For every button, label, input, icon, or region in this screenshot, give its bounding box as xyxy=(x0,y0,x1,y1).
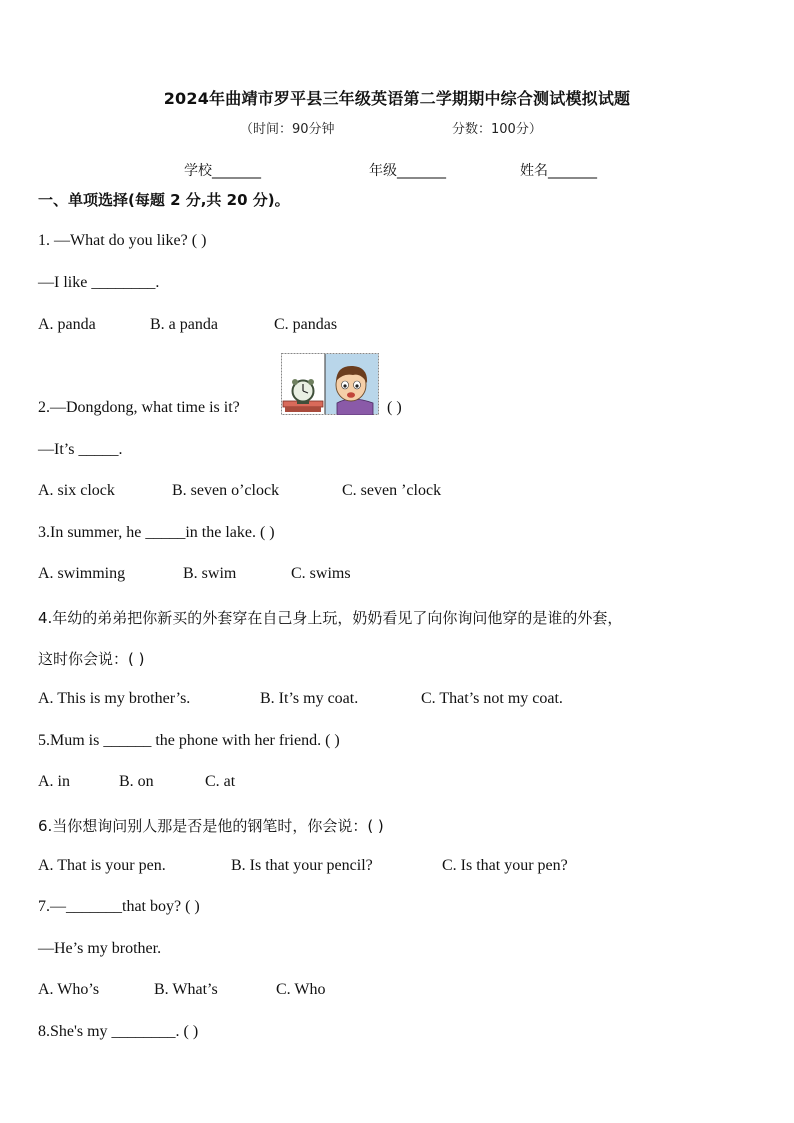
exam-score: 分数：100分） xyxy=(452,122,542,137)
exam-time: （时间：90分钟 xyxy=(240,122,335,137)
question-2-option-a: A. six clock xyxy=(38,482,115,499)
question-3-option-c: C. swims xyxy=(291,565,351,582)
grade-field: 年级_______ xyxy=(369,163,446,179)
question-1-answer-line: —I like ________. xyxy=(38,274,160,291)
question-3-option-b: B. swim xyxy=(183,565,237,582)
question-8-stem: 8.She's my ________. ( ) xyxy=(38,1023,199,1040)
question-3-stem: 3.In summer, he _____in the lake. ( ) xyxy=(38,524,275,541)
question-6-option-a: A. That is your pen. xyxy=(38,857,166,874)
question-7-stem: 7.—_______that boy? ( ) xyxy=(38,898,200,915)
question-1-stem: 1. —What do you like? ( ) xyxy=(38,232,207,249)
question-7-answer-line: —He’s my brother. xyxy=(38,940,162,957)
question-2-option-c: C. seven ’clock xyxy=(342,482,442,499)
question-5-stem: 5.Mum is ______ the phone with her friend. ( ) xyxy=(38,732,340,749)
question-4-option-a: A. This is my brother’s. xyxy=(38,690,191,707)
question-3-option-a: A. swimming xyxy=(38,565,126,582)
question-6-option-c: C. Is that your pen? xyxy=(442,857,568,874)
question-5-option-a: A. in xyxy=(38,773,70,790)
question-5-option-b: B. on xyxy=(119,773,154,790)
question-4-stem: 4.年幼的弟弟把你新买的外套穿在自己身上玩，奶奶看见了向你询问他穿的是谁的外套， xyxy=(38,609,623,627)
question-1-option-c: C. pandas xyxy=(274,316,338,333)
question-2-stem: 2.—Dongdong, what time is it? xyxy=(38,399,240,416)
question-1-option-b: B. a panda xyxy=(150,316,218,333)
clock-boy-illustration xyxy=(281,353,379,415)
question-6-option-b: B. Is that your pencil? xyxy=(231,857,373,874)
question-5-option-c: C. at xyxy=(205,773,236,790)
question-1-option-a: A. panda xyxy=(38,316,96,333)
question-6-stem: 6.当你想询问别人那是否是他的钢笔时，你会说：( ) xyxy=(38,817,384,835)
question-2-option-b: B. seven o’clock xyxy=(172,482,280,499)
question-2-answer-bracket: ( ) xyxy=(387,399,402,416)
question-2-answer-line: —It’s _____. xyxy=(38,441,123,458)
section-title: 一、单项选择(每题 2 分,共 20 分)。 xyxy=(38,191,290,209)
page-title: 2024年曲靖市罗平县三年级英语第二学期期中综合测试模拟试题 xyxy=(163,89,631,108)
question-7-option-a: A. Who’s xyxy=(38,981,100,998)
question-4-option-b: B. It’s my coat. xyxy=(260,690,359,707)
question-7-option-c: C. Who xyxy=(276,981,326,998)
question-4-option-c: C. That’s not my coat. xyxy=(421,690,563,707)
name-field: 姓名_______ xyxy=(520,163,597,179)
question-7-option-b: B. What’s xyxy=(154,981,218,998)
question-4-stem-continued: 这时你会说：( ) xyxy=(38,650,145,668)
school-field: 学校_______ xyxy=(184,163,261,179)
